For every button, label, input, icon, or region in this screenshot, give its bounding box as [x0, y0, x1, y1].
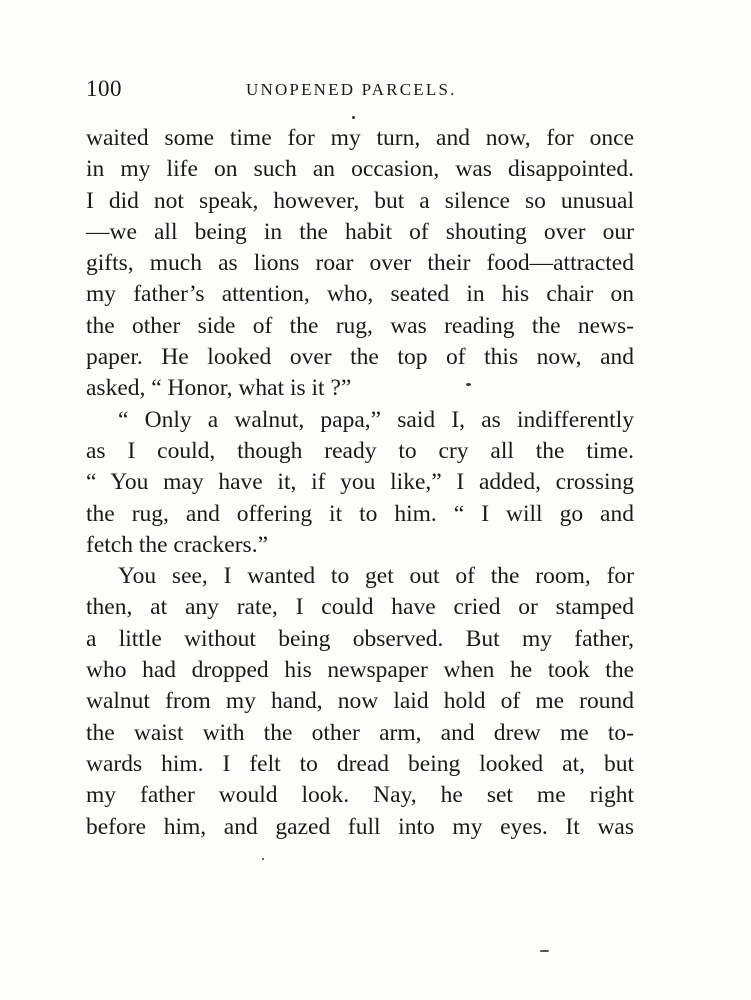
text-line: as I could, though ready to cry all the time.: [86, 437, 634, 464]
text-line: my father would look. Nay, he set me right: [86, 782, 634, 809]
text-line: “ Only a walnut, papa,” said I, as indifferently: [118, 406, 634, 433]
text-line: the other side of the rug, was reading the news-: [86, 312, 634, 339]
body-text: [86, 123, 634, 843]
text-line: the waist with the other arm, and drew me to-: [86, 719, 634, 746]
text-line: fetch the crackers.”: [86, 531, 268, 558]
print-speck: [540, 950, 549, 952]
running-title: UNOPENED PARCELS.: [246, 80, 457, 99]
text-line: I did not speak, however, but a silence so unusual: [86, 187, 634, 214]
page-number: 100: [86, 76, 122, 101]
text-line: waited some time for my turn, and now, for once: [86, 125, 634, 151]
text-line: gifts, much as lions roar over their food—attracted: [86, 250, 634, 277]
text-line: “ You may have it, if you like,” I added, crossing: [86, 469, 634, 496]
text-line: my father’s attention, who, seated in his chair on: [86, 281, 634, 308]
text-line: who had dropped his newspaper when he took the: [86, 657, 634, 684]
text-line: paper. He looked over the top of this now, and: [86, 344, 634, 371]
print-speck: [262, 858, 264, 860]
text-line: in my life on such an occasion, was disappointed.: [86, 156, 634, 183]
print-speck: [352, 116, 355, 119]
text-line: a little without being observed. But my father,: [86, 625, 634, 652]
text-line: the rug, and offering it to him. “ I will go and: [86, 500, 634, 527]
text-line: —we all being in the habit of shouting over our: [86, 218, 634, 245]
running-head: [86, 76, 634, 106]
text-line: You see, I wanted to get out of the room, for: [118, 563, 634, 590]
print-speck: [466, 383, 471, 386]
text-line: then, at any rate, I could have cried or stamped: [86, 594, 634, 621]
text-line: asked, “ Honor, what is it ?”: [86, 375, 352, 402]
text-line: wards him. I felt to dread being looked at, but: [86, 750, 634, 777]
text-line: before him, and gazed full into my eyes. It was: [86, 813, 634, 840]
text-line: walnut from my hand, now laid hold of me round: [86, 688, 634, 715]
